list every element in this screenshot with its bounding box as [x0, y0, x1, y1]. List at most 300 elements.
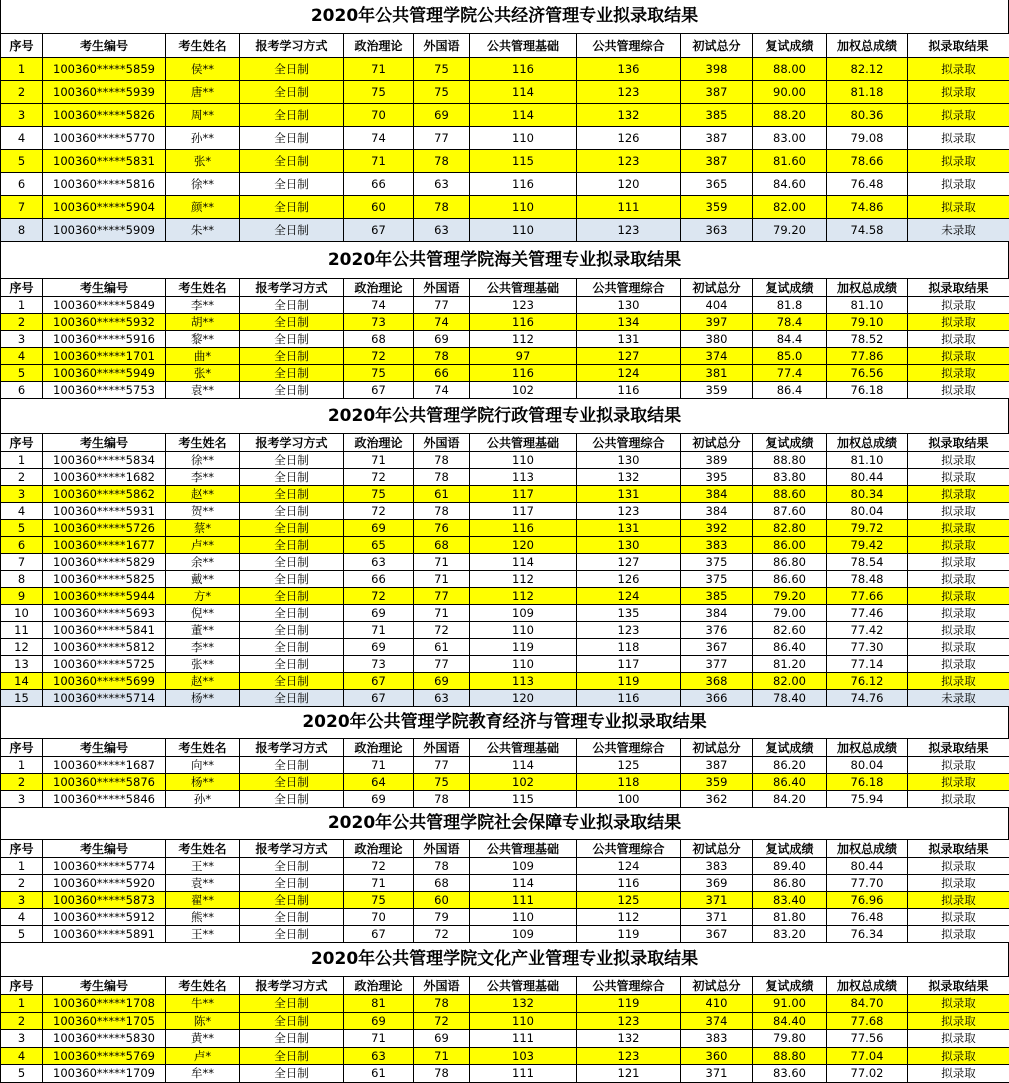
cell-retest-score: 88.80: [753, 452, 827, 469]
cell-pm-basics: 109: [470, 605, 577, 622]
cell-name: 张*: [166, 365, 240, 382]
results-section: [0, 242, 1009, 399]
cell-name: 赵**: [166, 673, 240, 690]
cell-exam-id: 100360*****5873: [43, 892, 166, 909]
column-header-pm-comprehensive: 公共管理综合: [577, 434, 681, 452]
cell-foreign-language: 78: [414, 348, 470, 365]
cell-result: 拟录取: [908, 382, 1009, 399]
column-header-foreign-language: 外国语: [414, 279, 470, 297]
column-header-study-mode: 报考学习方式: [240, 977, 344, 995]
cell-seq: 8: [1, 219, 43, 242]
table-row: [1, 196, 1009, 219]
cell-pm-comprehensive: 123: [577, 622, 681, 639]
cell-weighted-total: 77.46: [827, 605, 908, 622]
cell-pm-basics: 102: [470, 382, 577, 399]
column-header-prelim-total: 初试总分: [681, 434, 753, 452]
column-header-pm-comprehensive: 公共管理综合: [577, 279, 681, 297]
cell-study-mode: 全日制: [240, 382, 344, 399]
cell-retest-score: 84.20: [753, 791, 827, 808]
cell-retest-score: 86.80: [753, 875, 827, 892]
cell-politics: 69: [344, 605, 414, 622]
cell-exam-id: 100360*****5909: [43, 219, 166, 242]
results-section: [0, 808, 1009, 943]
cell-prelim-total: 387: [681, 127, 753, 150]
cell-seq: 3: [1, 892, 43, 909]
column-header-pm-basics: 公共管理基础: [470, 840, 577, 858]
column-header-politics: 政治理论: [344, 739, 414, 757]
cell-name: 袁**: [166, 875, 240, 892]
cell-study-mode: 全日制: [240, 690, 344, 707]
cell-foreign-language: 69: [414, 104, 470, 127]
table-row: [1, 1012, 1009, 1030]
cell-weighted-total: 78.66: [827, 150, 908, 173]
table-row: [1, 219, 1009, 242]
cell-pm-basics: 110: [470, 452, 577, 469]
cell-study-mode: 全日制: [240, 365, 344, 382]
results-section: [0, 943, 1009, 1083]
cell-seq: 2: [1, 1012, 43, 1030]
cell-pm-comprehensive: 132: [577, 469, 681, 486]
cell-retest-score: 89.40: [753, 858, 827, 875]
column-header-pm-basics: 公共管理基础: [470, 739, 577, 757]
column-header-foreign-language: 外国语: [414, 34, 470, 58]
cell-seq: 2: [1, 875, 43, 892]
cell-weighted-total: 79.72: [827, 520, 908, 537]
column-header-study-mode: 报考学习方式: [240, 840, 344, 858]
results-table: [0, 976, 1009, 1083]
cell-politics: 72: [344, 469, 414, 486]
cell-politics: 67: [344, 690, 414, 707]
cell-exam-id: 100360*****5944: [43, 588, 166, 605]
column-header-pm-comprehensive: 公共管理综合: [577, 840, 681, 858]
cell-study-mode: 全日制: [240, 673, 344, 690]
cell-retest-score: 87.60: [753, 503, 827, 520]
cell-retest-score: 86.80: [753, 554, 827, 571]
cell-pm-basics: 114: [470, 104, 577, 127]
cell-retest-score: 82.80: [753, 520, 827, 537]
cell-retest-score: 77.4: [753, 365, 827, 382]
cell-pm-basics: 110: [470, 656, 577, 673]
cell-foreign-language: 74: [414, 314, 470, 331]
cell-weighted-total: 82.12: [827, 58, 908, 81]
cell-seq: 2: [1, 469, 43, 486]
cell-result: 拟录取: [908, 127, 1009, 150]
results-table: [0, 33, 1009, 242]
cell-politics: 81: [344, 995, 414, 1013]
cell-politics: 72: [344, 503, 414, 520]
cell-exam-id: 100360*****5846: [43, 791, 166, 808]
cell-foreign-language: 75: [414, 774, 470, 791]
cell-seq: 5: [1, 926, 43, 943]
column-header-prelim-total: 初试总分: [681, 840, 753, 858]
cell-name: 袁**: [166, 382, 240, 399]
results-section: [0, 0, 1009, 242]
column-header-pm-comprehensive: 公共管理综合: [577, 977, 681, 995]
cell-pm-comprehensive: 131: [577, 486, 681, 503]
cell-exam-id: 100360*****5726: [43, 520, 166, 537]
cell-politics: 75: [344, 81, 414, 104]
cell-study-mode: 全日制: [240, 791, 344, 808]
cell-prelim-total: 366: [681, 690, 753, 707]
cell-prelim-total: 383: [681, 858, 753, 875]
cell-politics: 60: [344, 196, 414, 219]
cell-seq: 4: [1, 127, 43, 150]
cell-weighted-total: 77.56: [827, 1030, 908, 1048]
column-header-name: 考生姓名: [166, 34, 240, 58]
cell-exam-id: 100360*****1687: [43, 757, 166, 774]
section-title: 2020年公共管理学院文化产业管理专业拟录取结果: [0, 943, 1009, 976]
cell-foreign-language: 61: [414, 639, 470, 656]
column-header-foreign-language: 外国语: [414, 840, 470, 858]
cell-pm-basics: 116: [470, 173, 577, 196]
cell-study-mode: 全日制: [240, 639, 344, 656]
column-header-pm-basics: 公共管理基础: [470, 279, 577, 297]
cell-politics: 73: [344, 656, 414, 673]
cell-name: 孙*: [166, 791, 240, 808]
cell-foreign-language: 77: [414, 588, 470, 605]
cell-retest-score: 79.20: [753, 219, 827, 242]
cell-foreign-language: 72: [414, 926, 470, 943]
cell-name: 徐**: [166, 173, 240, 196]
cell-prelim-total: 367: [681, 639, 753, 656]
cell-politics: 71: [344, 875, 414, 892]
cell-weighted-total: 76.56: [827, 365, 908, 382]
cell-prelim-total: 359: [681, 774, 753, 791]
column-header-result: 拟录取结果: [908, 34, 1009, 58]
cell-pm-comprehensive: 130: [577, 297, 681, 314]
cell-prelim-total: 381: [681, 365, 753, 382]
cell-seq: 1: [1, 858, 43, 875]
cell-foreign-language: 71: [414, 554, 470, 571]
cell-result: 拟录取: [908, 81, 1009, 104]
cell-result: 拟录取: [908, 639, 1009, 656]
cell-pm-comprehensive: 127: [577, 554, 681, 571]
table-row: [1, 314, 1009, 331]
column-header-foreign-language: 外国语: [414, 977, 470, 995]
cell-name: 李**: [166, 639, 240, 656]
table-row: [1, 104, 1009, 127]
cell-foreign-language: 63: [414, 219, 470, 242]
column-header-name: 考生姓名: [166, 739, 240, 757]
cell-foreign-language: 63: [414, 173, 470, 196]
cell-politics: 64: [344, 774, 414, 791]
cell-foreign-language: 77: [414, 656, 470, 673]
column-header-retest-score: 复试成绩: [753, 34, 827, 58]
cell-name: 董**: [166, 622, 240, 639]
cell-weighted-total: 77.02: [827, 1065, 908, 1083]
cell-retest-score: 83.00: [753, 127, 827, 150]
cell-name: 李**: [166, 297, 240, 314]
cell-politics: 69: [344, 1012, 414, 1030]
cell-weighted-total: 79.08: [827, 127, 908, 150]
cell-name: 张**: [166, 656, 240, 673]
cell-study-mode: 全日制: [240, 622, 344, 639]
cell-pm-comprehensive: 123: [577, 1047, 681, 1065]
cell-result: 拟录取: [908, 486, 1009, 503]
cell-retest-score: 90.00: [753, 81, 827, 104]
column-header-politics: 政治理论: [344, 840, 414, 858]
cell-foreign-language: 61: [414, 486, 470, 503]
cell-study-mode: 全日制: [240, 858, 344, 875]
cell-retest-score: 81.60: [753, 150, 827, 173]
cell-retest-score: 86.60: [753, 571, 827, 588]
cell-name: 曲*: [166, 348, 240, 365]
cell-pm-basics: 116: [470, 58, 577, 81]
cell-pm-comprehensive: 124: [577, 365, 681, 382]
cell-seq: 2: [1, 81, 43, 104]
cell-name: 朱**: [166, 219, 240, 242]
cell-prelim-total: 384: [681, 503, 753, 520]
cell-exam-id: 100360*****5699: [43, 673, 166, 690]
table-row: [1, 858, 1009, 875]
column-header-pm-comprehensive: 公共管理综合: [577, 739, 681, 757]
cell-result: 拟录取: [908, 1030, 1009, 1048]
cell-name: 余**: [166, 554, 240, 571]
section-title: 2020年公共管理学院行政管理专业拟录取结果: [0, 399, 1009, 433]
cell-name: 孙**: [166, 127, 240, 150]
cell-prelim-total: 384: [681, 486, 753, 503]
cell-pm-basics: 113: [470, 469, 577, 486]
cell-name: 王**: [166, 926, 240, 943]
cell-foreign-language: 75: [414, 58, 470, 81]
cell-seq: 1: [1, 452, 43, 469]
cell-prelim-total: 359: [681, 196, 753, 219]
column-header-result: 拟录取结果: [908, 434, 1009, 452]
table-row: [1, 127, 1009, 150]
cell-retest-score: 91.00: [753, 995, 827, 1013]
cell-prelim-total: 404: [681, 297, 753, 314]
cell-study-mode: 全日制: [240, 297, 344, 314]
cell-weighted-total: 80.44: [827, 469, 908, 486]
cell-study-mode: 全日制: [240, 537, 344, 554]
cell-pm-basics: 113: [470, 673, 577, 690]
cell-politics: 66: [344, 571, 414, 588]
cell-exam-id: 100360*****5862: [43, 486, 166, 503]
cell-retest-score: 84.60: [753, 173, 827, 196]
cell-pm-basics: 110: [470, 196, 577, 219]
cell-seq: 2: [1, 314, 43, 331]
column-header-pm-comprehensive: 公共管理综合: [577, 34, 681, 58]
column-header-weighted-total: 加权总成绩: [827, 279, 908, 297]
cell-seq: 3: [1, 1030, 43, 1048]
cell-seq: 6: [1, 537, 43, 554]
table-row: [1, 892, 1009, 909]
cell-result: 拟录取: [908, 622, 1009, 639]
table-row: [1, 150, 1009, 173]
cell-foreign-language: 60: [414, 892, 470, 909]
column-header-weighted-total: 加权总成绩: [827, 840, 908, 858]
table-row: [1, 909, 1009, 926]
cell-seq: 13: [1, 656, 43, 673]
cell-exam-id: 100360*****5834: [43, 452, 166, 469]
cell-exam-id: 100360*****1677: [43, 537, 166, 554]
cell-pm-comprehensive: 125: [577, 892, 681, 909]
header-row: [1, 739, 1009, 757]
cell-politics: 69: [344, 639, 414, 656]
cell-pm-comprehensive: 121: [577, 1065, 681, 1083]
cell-seq: 1: [1, 297, 43, 314]
cell-exam-id: 100360*****5849: [43, 297, 166, 314]
column-header-retest-score: 复试成绩: [753, 977, 827, 995]
table-row: [1, 348, 1009, 365]
cell-study-mode: 全日制: [240, 995, 344, 1013]
cell-result: 拟录取: [908, 452, 1009, 469]
cell-study-mode: 全日制: [240, 774, 344, 791]
cell-pm-basics: 114: [470, 554, 577, 571]
cell-prelim-total: 363: [681, 219, 753, 242]
cell-retest-score: 86.40: [753, 639, 827, 656]
cell-result: 拟录取: [908, 503, 1009, 520]
cell-pm-comprehensive: 126: [577, 127, 681, 150]
cell-pm-comprehensive: 123: [577, 503, 681, 520]
cell-weighted-total: 78.52: [827, 331, 908, 348]
cell-foreign-language: 72: [414, 1012, 470, 1030]
cell-result: 拟录取: [908, 537, 1009, 554]
cell-result: 拟录取: [908, 909, 1009, 926]
cell-name: 唐**: [166, 81, 240, 104]
table-row: [1, 331, 1009, 348]
cell-study-mode: 全日制: [240, 81, 344, 104]
cell-foreign-language: 77: [414, 127, 470, 150]
table-row: [1, 58, 1009, 81]
cell-foreign-language: 68: [414, 537, 470, 554]
cell-exam-id: 100360*****1708: [43, 995, 166, 1013]
cell-politics: 67: [344, 219, 414, 242]
cell-foreign-language: 74: [414, 382, 470, 399]
cell-seq: 5: [1, 365, 43, 382]
cell-result: 拟录取: [908, 588, 1009, 605]
cell-pm-basics: 109: [470, 926, 577, 943]
table-row: [1, 791, 1009, 808]
column-header-seq: 序号: [1, 840, 43, 858]
table-row: [1, 81, 1009, 104]
cell-politics: 71: [344, 452, 414, 469]
cell-study-mode: 全日制: [240, 571, 344, 588]
cell-politics: 66: [344, 173, 414, 196]
cell-politics: 71: [344, 58, 414, 81]
cell-name: 蔡*: [166, 520, 240, 537]
cell-pm-comprehensive: 124: [577, 588, 681, 605]
cell-study-mode: 全日制: [240, 588, 344, 605]
cell-retest-score: 86.40: [753, 774, 827, 791]
cell-pm-comprehensive: 130: [577, 537, 681, 554]
column-header-pm-basics: 公共管理基础: [470, 977, 577, 995]
cell-pm-basics: 110: [470, 622, 577, 639]
cell-politics: 68: [344, 331, 414, 348]
cell-pm-basics: 103: [470, 1047, 577, 1065]
cell-foreign-language: 78: [414, 995, 470, 1013]
cell-name: 熊**: [166, 909, 240, 926]
cell-study-mode: 全日制: [240, 656, 344, 673]
cell-retest-score: 84.4: [753, 331, 827, 348]
cell-study-mode: 全日制: [240, 520, 344, 537]
cell-name: 方*: [166, 588, 240, 605]
cell-name: 赵**: [166, 486, 240, 503]
column-header-pm-basics: 公共管理基础: [470, 434, 577, 452]
cell-pm-basics: 102: [470, 774, 577, 791]
header-row: [1, 977, 1009, 995]
cell-exam-id: 100360*****1701: [43, 348, 166, 365]
cell-name: 侯**: [166, 58, 240, 81]
cell-result: 拟录取: [908, 892, 1009, 909]
cell-seq: 1: [1, 995, 43, 1013]
cell-pm-basics: 117: [470, 503, 577, 520]
cell-prelim-total: 369: [681, 875, 753, 892]
column-header-weighted-total: 加权总成绩: [827, 739, 908, 757]
cell-pm-basics: 111: [470, 892, 577, 909]
cell-prelim-total: 371: [681, 892, 753, 909]
cell-politics: 63: [344, 1047, 414, 1065]
cell-retest-score: 88.80: [753, 1047, 827, 1065]
cell-politics: 69: [344, 791, 414, 808]
cell-weighted-total: 76.18: [827, 382, 908, 399]
cell-name: 陈*: [166, 1012, 240, 1030]
cell-foreign-language: 75: [414, 81, 470, 104]
cell-politics: 70: [344, 104, 414, 127]
cell-prelim-total: 387: [681, 81, 753, 104]
cell-weighted-total: 80.36: [827, 104, 908, 127]
table-row: [1, 503, 1009, 520]
cell-foreign-language: 66: [414, 365, 470, 382]
cell-study-mode: 全日制: [240, 926, 344, 943]
cell-result: 拟录取: [908, 673, 1009, 690]
cell-seq: 4: [1, 1047, 43, 1065]
cell-retest-score: 83.80: [753, 469, 827, 486]
cell-politics: 75: [344, 892, 414, 909]
cell-result: 拟录取: [908, 331, 1009, 348]
cell-name: 牟**: [166, 1065, 240, 1083]
cell-pm-basics: 111: [470, 1030, 577, 1048]
cell-pm-comprehensive: 116: [577, 875, 681, 892]
cell-pm-basics: 117: [470, 486, 577, 503]
cell-name: 向**: [166, 757, 240, 774]
table-row: [1, 297, 1009, 314]
cell-exam-id: 100360*****5829: [43, 554, 166, 571]
cell-study-mode: 全日制: [240, 875, 344, 892]
cell-exam-id: 100360*****5939: [43, 81, 166, 104]
cell-weighted-total: 76.12: [827, 673, 908, 690]
cell-exam-id: 100360*****5816: [43, 173, 166, 196]
cell-pm-comprehensive: 123: [577, 1012, 681, 1030]
table-row: [1, 486, 1009, 503]
cell-result: 拟录取: [908, 150, 1009, 173]
cell-result: 拟录取: [908, 196, 1009, 219]
cell-foreign-language: 78: [414, 469, 470, 486]
cell-weighted-total: 76.48: [827, 173, 908, 196]
cell-pm-basics: 112: [470, 571, 577, 588]
cell-retest-score: 79.00: [753, 605, 827, 622]
cell-prelim-total: 367: [681, 926, 753, 943]
cell-weighted-total: 81.10: [827, 297, 908, 314]
column-header-result: 拟录取结果: [908, 739, 1009, 757]
cell-exam-id: 100360*****5912: [43, 909, 166, 926]
column-header-politics: 政治理论: [344, 977, 414, 995]
results-section: [0, 707, 1009, 808]
column-header-weighted-total: 加权总成绩: [827, 34, 908, 58]
cell-exam-id: 100360*****5859: [43, 58, 166, 81]
section-title: 2020年公共管理学院公共经济管理专业拟录取结果: [0, 0, 1009, 33]
header-row: [1, 434, 1009, 452]
cell-study-mode: 全日制: [240, 58, 344, 81]
cell-prelim-total: 397: [681, 314, 753, 331]
cell-pm-comprehensive: 124: [577, 858, 681, 875]
cell-study-mode: 全日制: [240, 127, 344, 150]
cell-prelim-total: 359: [681, 382, 753, 399]
cell-name: 颜**: [166, 196, 240, 219]
column-header-name: 考生姓名: [166, 279, 240, 297]
table-row: [1, 757, 1009, 774]
cell-exam-id: 100360*****5916: [43, 331, 166, 348]
